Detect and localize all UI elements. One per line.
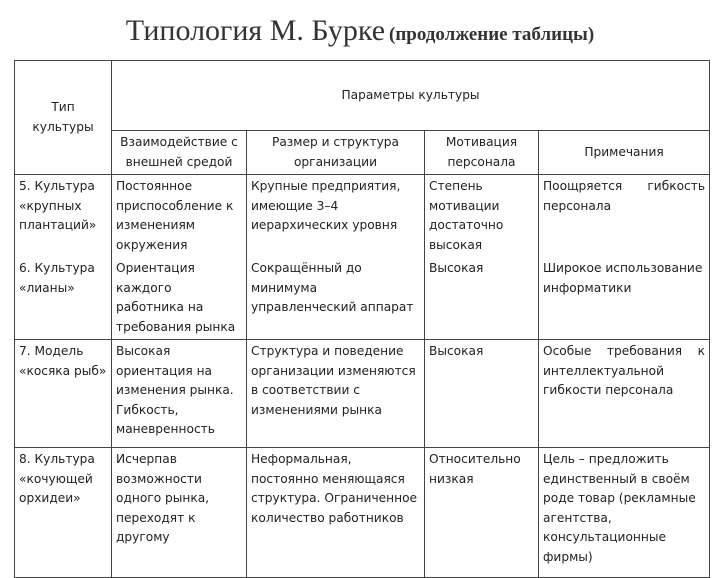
title-subtitle: (продолжение таблицы) <box>389 24 595 45</box>
row-motivation: Высокая <box>425 340 539 448</box>
row-notes: Широкое использование информатики <box>539 257 710 340</box>
title-main: Типология М. Бурке <box>125 14 386 47</box>
row-type: 5. Культура «крупных плантаций» <box>15 175 112 258</box>
header-environment: Взаимодействие с внешней средой <box>112 131 247 175</box>
typology-table <box>14 60 710 578</box>
row-notes: Цель – предложить единственный в своём роде товар (рекламные агентства, консультационные фирмы) <box>539 448 710 578</box>
row-size-structure: Неформальная, постоянно меняющаяся структура. Ограниченное количество работников <box>247 448 425 578</box>
row-motivation: Относительно низкая <box>425 448 539 578</box>
header-parameters-group: Параметры культуры <box>112 61 710 131</box>
row-motivation: Высокая <box>425 257 539 340</box>
row-environment: Постоянное приспособление к изменениям окружения <box>112 175 247 258</box>
row-notes: Поощряется гибкость персонала <box>539 175 710 258</box>
header-size-structure: Размер и структура организации <box>247 131 425 175</box>
header-notes: Примечания <box>539 131 710 175</box>
row-notes: Особые требования к интеллектуальной гибкости персонала <box>539 340 710 448</box>
header-motivation: Мотивация персонала <box>425 131 539 175</box>
table-row <box>15 340 710 448</box>
header-type-column: Тип культуры <box>15 61 112 175</box>
row-environment: Исчерпав возможности одного рынка, переходят к другому <box>112 448 247 578</box>
row-environment: Высокая ориентация на изменения рынка. Гибкость, маневренность <box>112 340 247 448</box>
table-row <box>15 257 710 340</box>
table-row <box>15 448 710 578</box>
row-motivation: Степень мотивации достаточно высокая <box>425 175 539 258</box>
table-row <box>15 175 710 258</box>
row-size-structure: Структура и поведение организации изменяются в соответствии с изменениями рынка <box>247 340 425 448</box>
row-type: 7. Модель «косяка рыб» <box>15 340 112 448</box>
page-title <box>0 14 720 48</box>
row-size-structure: Крупные предприятия, имеющие 3–4 иерархических уровня <box>247 175 425 258</box>
row-type: 8. Культура «кочующей орхидеи» <box>15 448 112 578</box>
row-environment: Ориентация каждого работника на требования рынка <box>112 257 247 340</box>
row-type: 6. Культура «лианы» <box>15 257 112 340</box>
row-size-structure: Сокращённый до минимума управленческий аппарат <box>247 257 425 340</box>
